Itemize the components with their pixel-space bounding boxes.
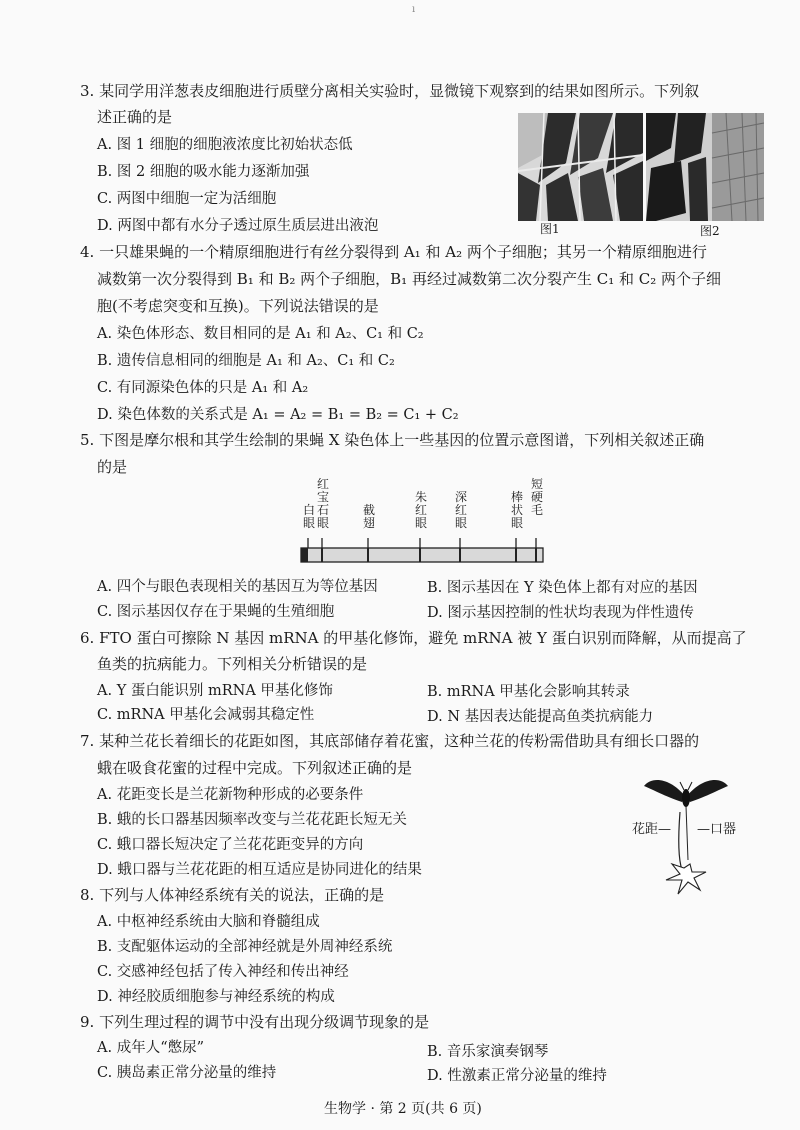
q6-stem-line2: 鱼类的抗病能力。下列相关分析错误的是 xyxy=(97,655,368,673)
q7-stem-line2: 蛾在吸食花蜜的过程中完成。下列叙述正确的是 xyxy=(97,759,413,777)
gene-label-bar-eye: 棒状眼 xyxy=(510,490,523,530)
q4-option-c: C. 有同源染色体的只是 A₁ 和 A₂ xyxy=(97,380,309,396)
q6-option-d: D. N 基因表达能提高鱼类抗病能力 xyxy=(427,709,654,725)
q4-stem-line1: 4. 一只雄果蝇的一个精原细胞进行有丝分裂得到 A₁ 和 A₂ 两个子细胞；其另一个精原细胞进行 xyxy=(80,243,707,261)
q8-option-d: D. 神经胶质细胞参与神经系统的构成 xyxy=(97,989,335,1005)
q8-option-a: A. 中枢神经系统由大脑和脊髓组成 xyxy=(97,914,320,930)
q7-stem-line1: 7. 某种兰花长着细长的花距如图，其底部储存着花蜜，这种兰花的传粉需借助具有细长口器的 xyxy=(80,732,700,750)
q9-option-c: C. 胰岛素正常分泌量的维持 xyxy=(97,1065,277,1081)
q6-option-b: B. mRNA 甲基化会影响其转录 xyxy=(427,684,630,700)
q3-figure-1-micrograph xyxy=(518,113,643,221)
q9-option-b: B. 音乐家演奏钢琴 xyxy=(427,1044,549,1060)
q6-option-a: A. Y 蛋白能识别 mRNA 甲基化修饰 xyxy=(97,683,333,699)
gene-label-white-eye: 白眼 xyxy=(302,503,315,530)
q4-option-b: B. 遗传信息相同的细胞是 A₁ 和 A₂、C₁ 和 C₂ xyxy=(97,353,395,369)
orchid-flower xyxy=(666,864,706,894)
q9-stem: 9. 下列生理过程的调节中没有出现分级调节现象的是 xyxy=(80,1013,430,1031)
q7-option-a: A. 花距变长是兰花新物种形成的必要条件 xyxy=(97,787,364,803)
q5-option-b: B. 图示基因在 Y 染色体上都有对应的基因 xyxy=(427,580,698,596)
q5-stem-line2: 的是 xyxy=(97,458,128,476)
page-footer: 生物学 · 第 2 页(共 6 页) xyxy=(324,1101,482,1117)
q8-option-b: B. 支配躯体运动的全部神经就是外周神经系统 xyxy=(97,939,393,955)
q7-option-c: C. 蛾口器长短决定了兰花花距变异的方向 xyxy=(97,837,364,853)
q3-figure-2-micrograph xyxy=(646,113,764,221)
label-mouthpart: —口器 xyxy=(697,822,737,837)
q7-option-b: B. 蛾的长口器基因频率改变与兰花花距长短无关 xyxy=(97,812,407,828)
q5-stem-line1: 5. 下图是摩尔根和其学生绘制的果蝇 X 染色体上一些基因的位置示意图谱，下列相关叙述正确 xyxy=(80,431,705,449)
q7-option-d: D. 蛾口器与兰花花距的相互适应是协同进化的结果 xyxy=(97,862,422,878)
q4-stem-line3: 胞(不考虑突变和互换)。下列说法错误的是 xyxy=(97,297,379,315)
q3-figure-1-caption: 图1 xyxy=(540,222,560,236)
q4-option-d: D. 染色体数的关系式是 A₁ = A₂ = B₁ = B₂ = C₁ + C₂ xyxy=(97,407,459,423)
orchid-spur xyxy=(679,812,682,870)
q8-stem: 8. 下列与人体神经系统有关的说法，正确的是 xyxy=(80,886,385,904)
q4-option-a: A. 染色体形态、数目相同的是 A₁ 和 A₂、C₁ 和 C₂ xyxy=(97,326,424,342)
q8-option-c: C. 交感神经包括了传入神经和传出神经 xyxy=(97,964,349,980)
q4-stem-line2: 减数第一次分裂得到 B₁ 和 B₂ 两个子细胞，B₁ 再经过减数第二次分裂产生 C₁ 和 C₂ 两个子细 xyxy=(97,270,722,288)
page-mark: ı xyxy=(412,4,416,15)
q3-option-d: D. 两图中都有水分子透过原生质层进出液泡 xyxy=(97,218,379,234)
x-chromosome-bar xyxy=(300,538,545,568)
q6-option-c: C. mRNA 甲基化会减弱其稳定性 xyxy=(97,707,315,723)
q3-option-a: A. 图 1 细胞的细胞液浓度比初始状态低 xyxy=(97,137,353,153)
q3-option-b: B. 图 2 细胞的吸水能力逐渐加强 xyxy=(97,164,310,180)
q6-stem-line1: 6. FTO 蛋白可擦除 N 基因 mRNA 的甲基化修饰，避免 mRNA 被 Y 蛋白识别而降解，从而提高了 xyxy=(80,629,747,647)
label-flower-spur: 花距— xyxy=(632,822,672,837)
q3-figure-2-caption: 图2 xyxy=(700,224,720,238)
q3-option-c: C. 两图中细胞一定为活细胞 xyxy=(97,191,277,207)
q5-option-d: D. 图示基因控制的性状均表现为伴性遗传 xyxy=(427,605,694,621)
q3-stem-line2: 述正确的是 xyxy=(97,108,173,126)
gene-label-vermilion-eye: 朱红眼 xyxy=(414,490,427,530)
gene-label-cut-wing: 截翅 xyxy=(362,503,375,530)
q5-option-a: A. 四个与眼色表现相关的基因互为等位基因 xyxy=(97,579,378,595)
moth-proboscis xyxy=(686,806,688,860)
q3-stem-line1: 3. 某同学用洋葱表皮细胞进行质壁分离相关实验时，显微镜下观察到的结果如图所示。下列叙 xyxy=(80,82,700,100)
gene-label-carmine-eye: 深红眼 xyxy=(454,490,467,530)
q5-option-c: C. 图示基因仅存在于果蝇的生殖细胞 xyxy=(97,604,335,620)
q9-option-d: D. 性激素正常分泌量的维持 xyxy=(427,1068,607,1084)
q9-option-a: A. 成年人“憋尿” xyxy=(97,1040,205,1056)
gene-label-bobbed-bristle: 短硬毛 xyxy=(530,477,543,517)
moth-icon xyxy=(644,780,728,807)
gene-label-ruby-eye: 红宝石眼 xyxy=(316,477,329,530)
